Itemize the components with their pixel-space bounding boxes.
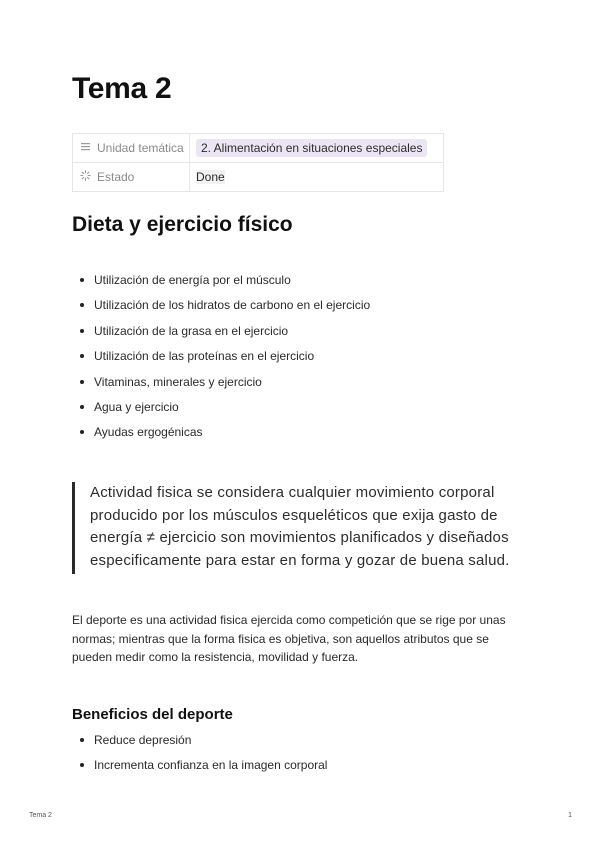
list-item: Agua y ejercicio xyxy=(72,396,370,421)
property-value-cell[interactable] xyxy=(190,134,444,163)
list-item: Vitaminas, minerales y ejercicio xyxy=(72,371,370,396)
property-key-label: Unidad temática xyxy=(97,141,184,155)
unidad-tag[interactable]: 2. Alimentación en situaciones especiales xyxy=(196,139,427,157)
benefits-heading: Beneficios del deporte xyxy=(72,706,233,723)
status-icon xyxy=(80,170,97,184)
properties-table xyxy=(72,133,444,192)
property-key-label: Estado xyxy=(97,170,135,184)
page-title: Tema 2 xyxy=(72,72,172,105)
sport-paragraph: El deporte es una actividad fisica ejercida como competición que se rige por unas normas; mientras que la forma fisica es objetiva, son aquellos atributos que se pueden medir como la resistencia, movilidad y fuerza. xyxy=(72,613,506,664)
property-row-estado xyxy=(73,163,444,192)
property-row-unidad xyxy=(73,134,444,163)
property-value-cell[interactable] xyxy=(190,163,444,192)
property-key-cell xyxy=(73,134,190,163)
list-item: Utilización de las proteínas en el ejercicio xyxy=(72,345,370,370)
list-item: Ayudas ergogénicas xyxy=(72,421,370,446)
footer-title: Tema 2 xyxy=(29,812,52,819)
section-heading: Dieta y ejercicio físico xyxy=(72,213,293,236)
list-item: Utilización de la grasa en el ejercicio xyxy=(72,320,370,345)
property-key-cell xyxy=(73,163,190,192)
status-value[interactable] xyxy=(196,170,225,184)
status-text: Done xyxy=(196,170,225,184)
list-item: Utilización de energía por el músculo xyxy=(72,269,370,294)
list-item: Utilización de los hidratos de carbono en el ejercicio xyxy=(72,294,370,319)
page-number: 1 xyxy=(568,812,572,819)
benefits-list xyxy=(72,729,327,780)
list-item: Incrementa confianza en la imagen corporal xyxy=(72,754,327,779)
definition-quote: Actividad fisica se considera cualquier movimiento corporal producido por los músculos esqueléticos que exija gasto de energía ≠ ejercicio son movimientos planificados y diseñados especificamente para estar en forma y gozar de buena salud. xyxy=(72,482,512,574)
list-item: Reduce depresión xyxy=(72,729,327,754)
topics-list xyxy=(72,269,370,447)
list-icon xyxy=(80,141,97,155)
